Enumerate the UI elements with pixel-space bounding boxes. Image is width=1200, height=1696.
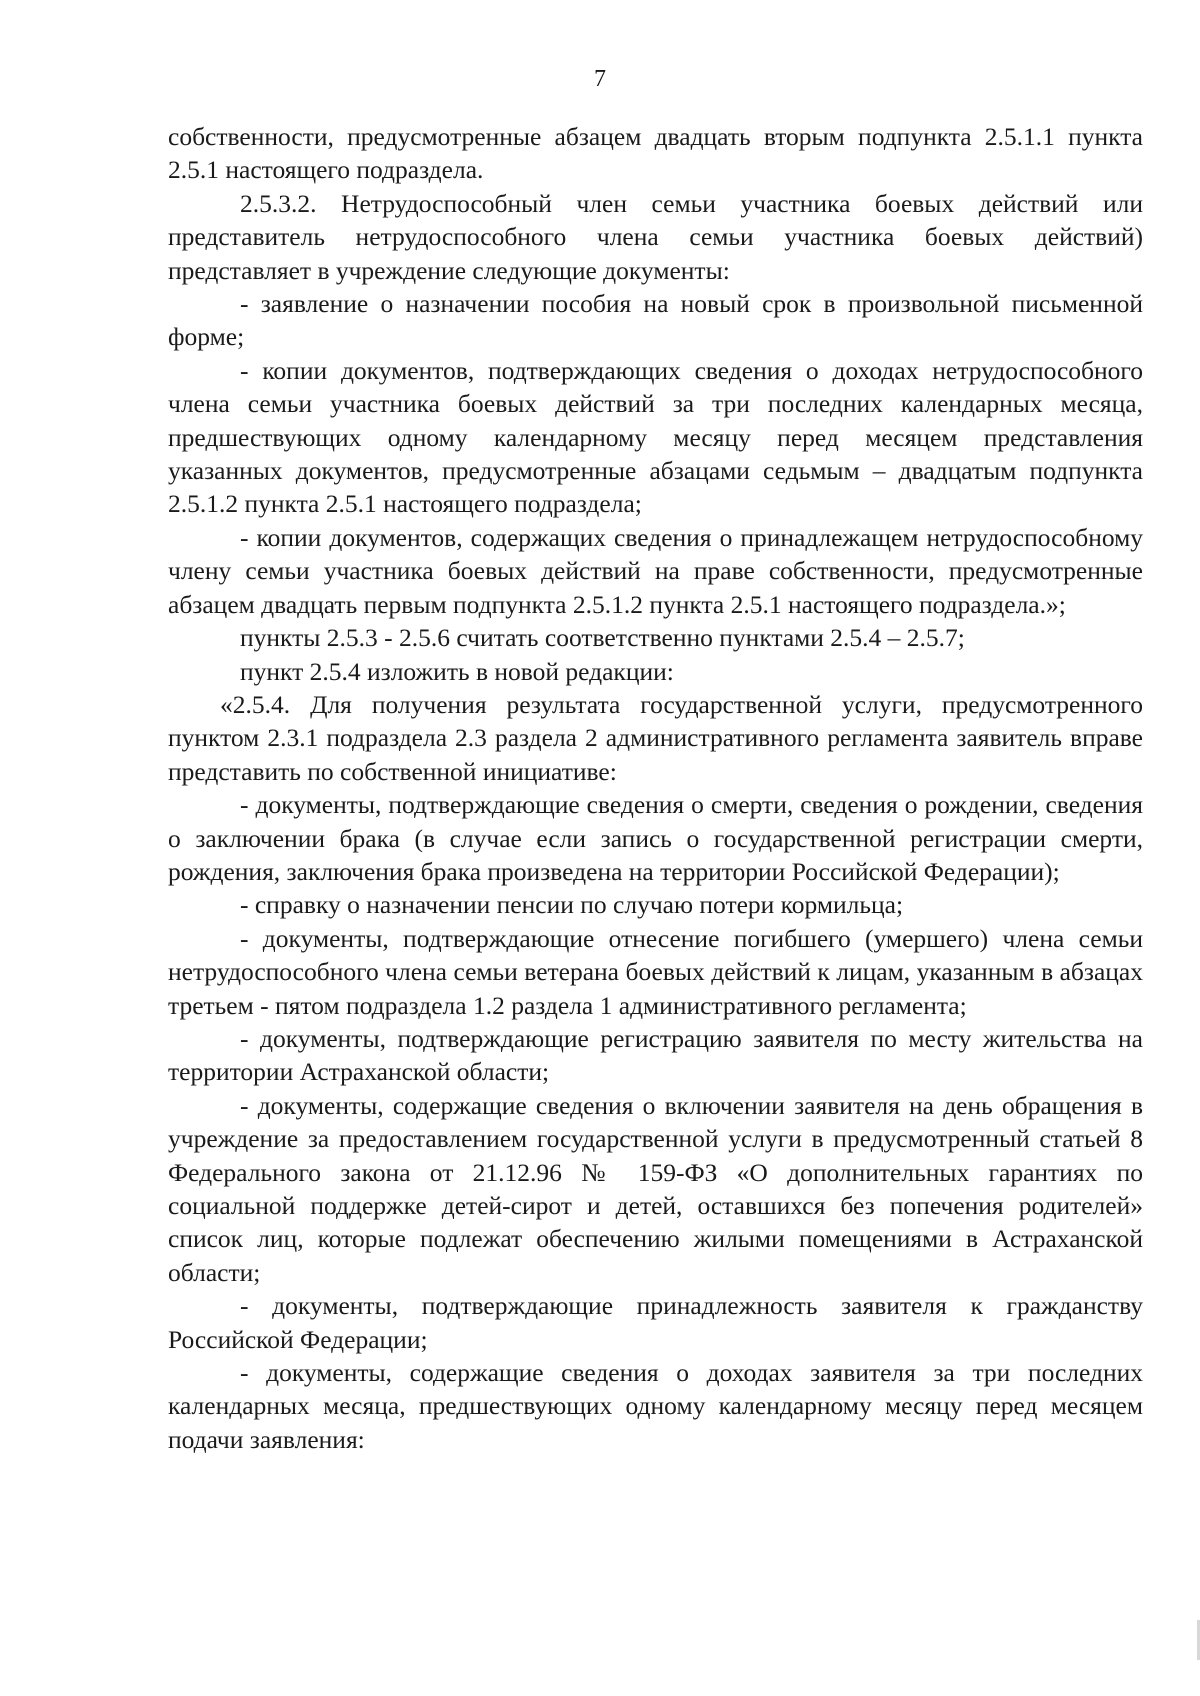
paragraph-10: - справку о назначении пенсии по случаю потери кормильца; xyxy=(240,890,904,920)
paragraph-8: «2.5.4. Для получения результата государственной услуги, предусмотренного пунктом 2.3.1 подраздела 2.3 раздела 2 административного регламента заявитель вправе представить по собственной инициативе: xyxy=(168,689,1143,786)
page-number: 7 xyxy=(594,66,606,92)
paragraph-11: - документы, подтверждающие отнесение погибшего (умершего) члена семьи нетрудоспособного члена семьи ветерана боевых действий к лицам, указанным в абзацах третьем - пятом подраздела 1.2 раздела 1 административного регламента; xyxy=(168,923,1143,1020)
paragraph-5: - копии документов, содержащих сведения о принадлежащем нетрудоспособному члену семьи участника боевых действий на праве собственности, предусмотренные абзацем двадцать первым подпункта 2.5.1.2 пункта 2.5.1 настоящего подраздела.»; xyxy=(168,522,1143,619)
paragraph-6: пункты 2.5.3 - 2.5.6 считать соответственно пунктами 2.5.4 – 2.5.7; xyxy=(240,623,965,653)
paragraph-13: - документы, содержащие сведения о включении заявителя на день обращения в учреждение за предоставлением государственной услуги в предусмотренный статьей 8 Федерального закона от 21.12.96 № 159-ФЗ «О дополнительных гарантиях по социальной поддержке детей-сирот и детей, оставшихся без попечения родителей» список лиц, которые подлежат обеспечению жилыми помещениями в Астраханской области; xyxy=(168,1090,1143,1287)
paragraph-15: - документы, содержащие сведения о доходах заявителя за три последних календарных месяца, предшествующих одному календарному месяцу перед месяцем подачи заявления: xyxy=(168,1358,1143,1454)
paragraph-2: 2.5.3.2. Нетрудоспособный член семьи участника боевых действий или представитель нетрудоспособного члена семьи участника боевых действий) представляет в учреждение следующие документы: xyxy=(168,188,1143,285)
paragraph-7: пункт 2.5.4 изложить в новой редакции: xyxy=(240,656,674,686)
paragraph-4: - копии документов, подтверждающих сведения о доходах нетрудоспособного члена семьи участника боевых действий за три последних календарных месяца, предшествующих одному календарному месяцу перед месяцем представления указанных документов, предусмотренные абзацами седьмым – двадцатым подпункта 2.5.1.2 пункта 2.5.1 настоящего подраздела; xyxy=(168,355,1143,519)
paragraph-14: - документы, подтверждающие принадлежность заявителя к гражданству Российской Федерации; xyxy=(168,1291,1143,1354)
paragraph-1: собственности, предусмотренные абзацем двадцать вторым подпункта 2.5.1.1 пункта 2.5.1 настоящего подраздела. xyxy=(168,122,1143,185)
paragraph-3: - заявление о назначении пособия на новый срок в произвольной письменной форме; xyxy=(168,289,1143,352)
paragraph-12: - документы, подтверждающие регистрацию заявителя по месту жительства на территории Астраханской области; xyxy=(168,1023,1143,1087)
document-body xyxy=(168,120,1143,1456)
paragraph-9: - документы, подтверждающие сведения о смерти, сведения о рождении, сведения о заключении брака (в случае если запись о государственной регистрации смерти, рождения, заключения брака произведена на территории Российской Федерации); xyxy=(168,790,1143,886)
